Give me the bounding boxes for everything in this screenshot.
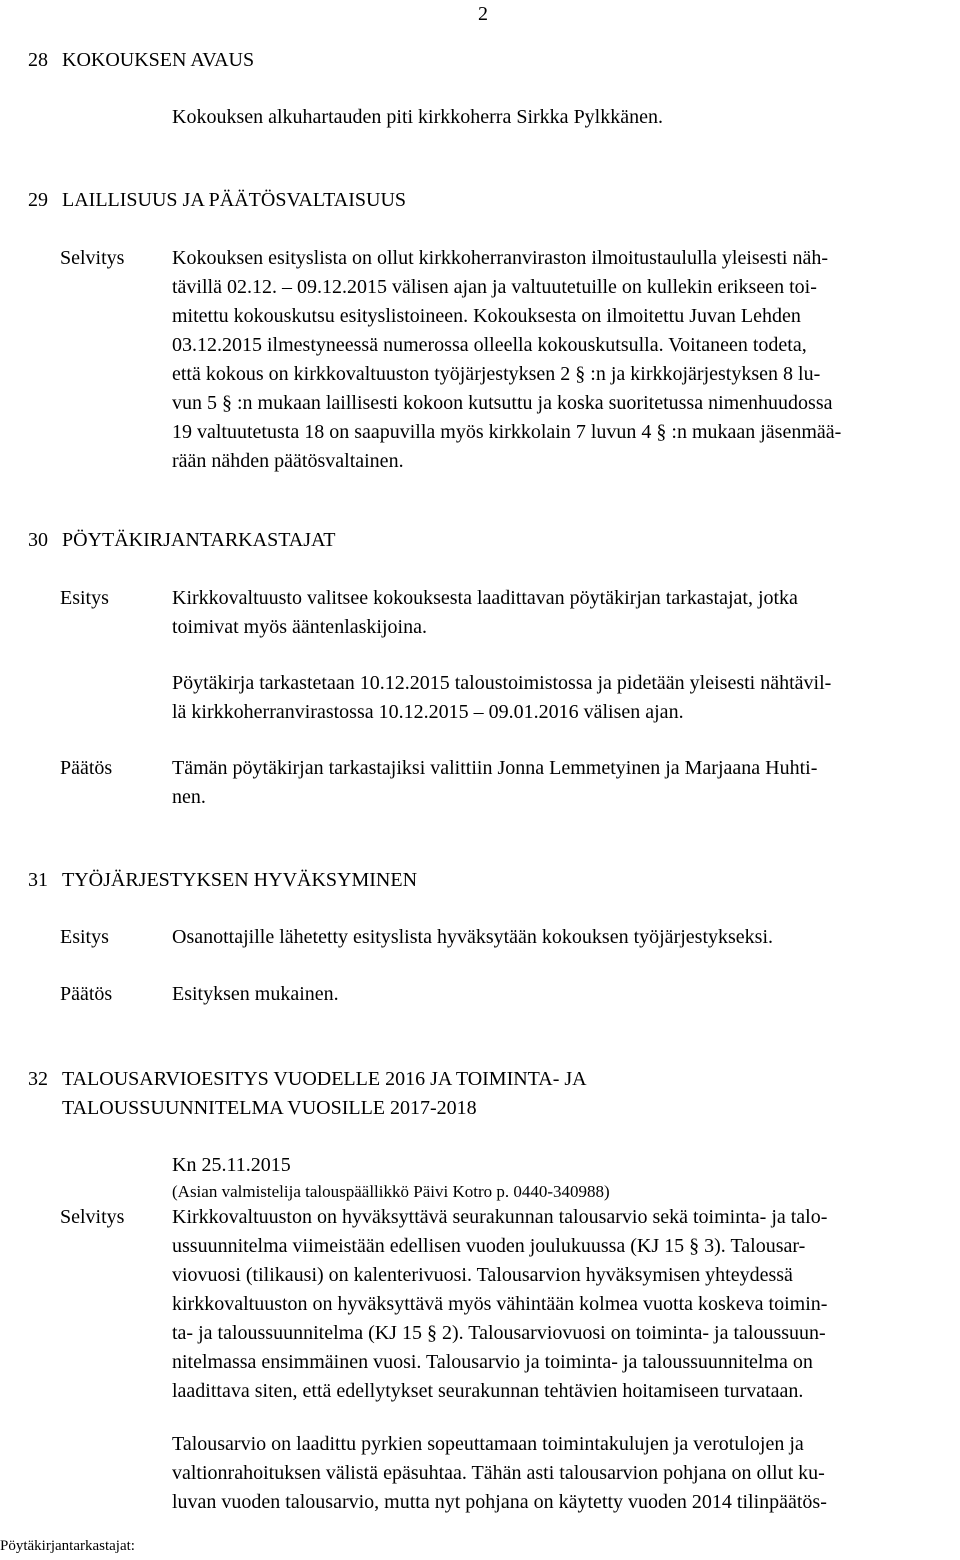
paragraph-line: Pöytäkirja tarkastetaan 10.12.2015 taloustoimistossa ja pidetään yleisesti nähtävil-	[172, 672, 832, 694]
section-number: 29	[28, 189, 48, 211]
paragraph-line: Osanottajille lähetetty esityslista hyväksytään kokouksen työjärjestykseksi.	[172, 926, 773, 948]
paragraph-line: Kirkkovaltuuston on hyväksyttävä seurakunnan talousarvio sekä toiminta- ja talo-	[172, 1206, 828, 1228]
esitys-text	[172, 584, 950, 642]
section-number: 31	[28, 869, 48, 891]
selvitys-text-2	[172, 1430, 950, 1517]
paatos-label: Päätös	[60, 757, 113, 779]
section-text	[172, 103, 950, 132]
paragraph-line: laadittava siten, että edellytykset seurakunnan tehtävien hoitamiseen turvataan.	[172, 1380, 804, 1402]
paragraph-line: 19 valtuutetusta 18 on saapuvilla myös kirkkolain 7 luvun 4 § :n mukaan jäsenmää-	[172, 421, 842, 443]
paragraph-line: vun 5 § :n mukaan laillisesti kokoon kutsuttu ja koska suoritetussa nimenhuudossa	[172, 392, 833, 414]
section-heading-31	[28, 866, 417, 895]
paragraph-line: nitelmassa ensimmäinen vuosi. Talousarvio ja toiminta- ja taloussuunnitelma on	[172, 1351, 813, 1373]
paatos-label: Päätös	[60, 983, 113, 1005]
paragraph-line: viovuosi (tilikausi) on kalenterivuosi. Talousarvion hyväksymisen yhteydessä	[172, 1264, 793, 1286]
paragraph-line: että kokous on kirkkovaltuuston työjärjestyksen 2 § :n ja kirkkojärjestyksen 8 lu-	[172, 363, 821, 385]
esitys-text-2	[172, 669, 950, 727]
paragraph-line: Kirkkovaltuusto valitsee kokouksesta laadittavan pöytäkirjan tarkastajat, jotka	[172, 587, 798, 609]
paatos-text	[172, 980, 950, 1009]
paatos-text	[172, 754, 950, 812]
section-number: 30	[28, 529, 48, 551]
paragraph-line: nen.	[172, 786, 206, 808]
section-heading-28	[28, 46, 254, 75]
section-heading-32	[28, 1065, 587, 1094]
paragraph-line: ussuunnitelma viimeistään edellisen vuoden joulukuussa (KJ 15 § 3). Talousar-	[172, 1235, 806, 1257]
paragraph-line: Kokouksen alkuhartauden piti kirkkoherra Sirkka Pylkkänen.	[172, 106, 663, 128]
paragraph-line: toimivat myös ääntenlaskijoina.	[172, 616, 427, 638]
selvitys-label: Selvitys	[60, 1206, 125, 1228]
selvitys-label: Selvitys	[60, 247, 125, 269]
paragraph-line: kirkkovaltuuston on hyväksyttävä myös vähintään kolmea vuotta koskeva toimin-	[172, 1293, 828, 1315]
paragraph-line: Esityksen mukainen.	[172, 983, 339, 1005]
section-heading-29	[28, 186, 406, 215]
paragraph-line: mitettu kokouskutsu esityslistoineen. Kokouksesta on ilmoitettu Juvan Lehden	[172, 305, 801, 327]
selvitys-text	[172, 244, 950, 476]
meeting-date: Kn 25.11.2015	[172, 1154, 291, 1176]
selvitys-text	[172, 1203, 950, 1406]
paragraph-line: valtionrahoituksen välistä epäsuhtaa. Tähän asti talousarvion pohjana on ollut ku-	[172, 1462, 825, 1484]
paragraph-line: lä kirkkoherranvirastossa 10.12.2015 – 09.01.2016 välisen ajan.	[172, 701, 684, 723]
paragraph-line: ta- ja taloussuunnitelma (KJ 15 § 2). Talousarviovuosi on toiminta- ja taloussuun-	[172, 1322, 826, 1344]
section-title: TALOUSARVIOESITYS VUODELLE 2016 JA TOIMINTA- JA	[62, 1068, 587, 1090]
paragraph-line: 03.12.2015 ilmestyneessä numerossa olleella kokouskutsulla. Voitaneen todeta,	[172, 334, 807, 356]
page-number: 2	[478, 3, 488, 25]
section-title: PÖYTÄKIRJANTARKASTAJAT	[62, 529, 336, 551]
paragraph-line: tävillä 02.12. – 09.12.2015 välisen ajan ja valtuutetuille on kullekin erikseen toi-	[172, 276, 817, 298]
paragraph-line: Talousarvio on laadittu pyrkien sopeuttamaan toimintakulujen ja verotulojen ja	[172, 1433, 804, 1455]
section-title-continued: TALOUSSUUNNITELMA VUOSILLE 2017-2018	[62, 1097, 477, 1119]
preparer-note: (Asian valmistelija talouspäällikkö Päivi Kotro p. 0440-340988)	[172, 1182, 610, 1201]
paragraph-line: rään nähden päätösvaltainen.	[172, 450, 404, 472]
section-title: LAILLISUUS JA PÄÄTÖSVALTAISUUS	[62, 189, 407, 211]
section-heading-30	[28, 526, 335, 555]
paragraph-line: Tämän pöytäkirjan tarkastajiksi valittiin Jonna Lemmetyinen ja Marjaana Huhti-	[172, 757, 818, 779]
esitys-text	[172, 923, 950, 952]
section-number: 28	[28, 49, 48, 71]
section-title: TYÖJÄRJESTYKSEN HYVÄKSYMINEN	[62, 869, 418, 891]
paragraph-line: Kokouksen esityslista on ollut kirkkoherranviraston ilmoitustaululla yleisesti näh-	[172, 247, 829, 269]
paragraph-line: luvan vuoden talousarvio, mutta nyt pohjana on käytetty vuoden 2014 tilinpäätös-	[172, 1491, 827, 1513]
footer-label: Pöytäkirjantarkastajat:	[0, 1538, 135, 1554]
esitys-label: Esitys	[60, 587, 109, 609]
esitys-label: Esitys	[60, 926, 109, 948]
section-number: 32	[28, 1068, 48, 1090]
section-title: KOKOUKSEN AVAUS	[62, 49, 255, 71]
